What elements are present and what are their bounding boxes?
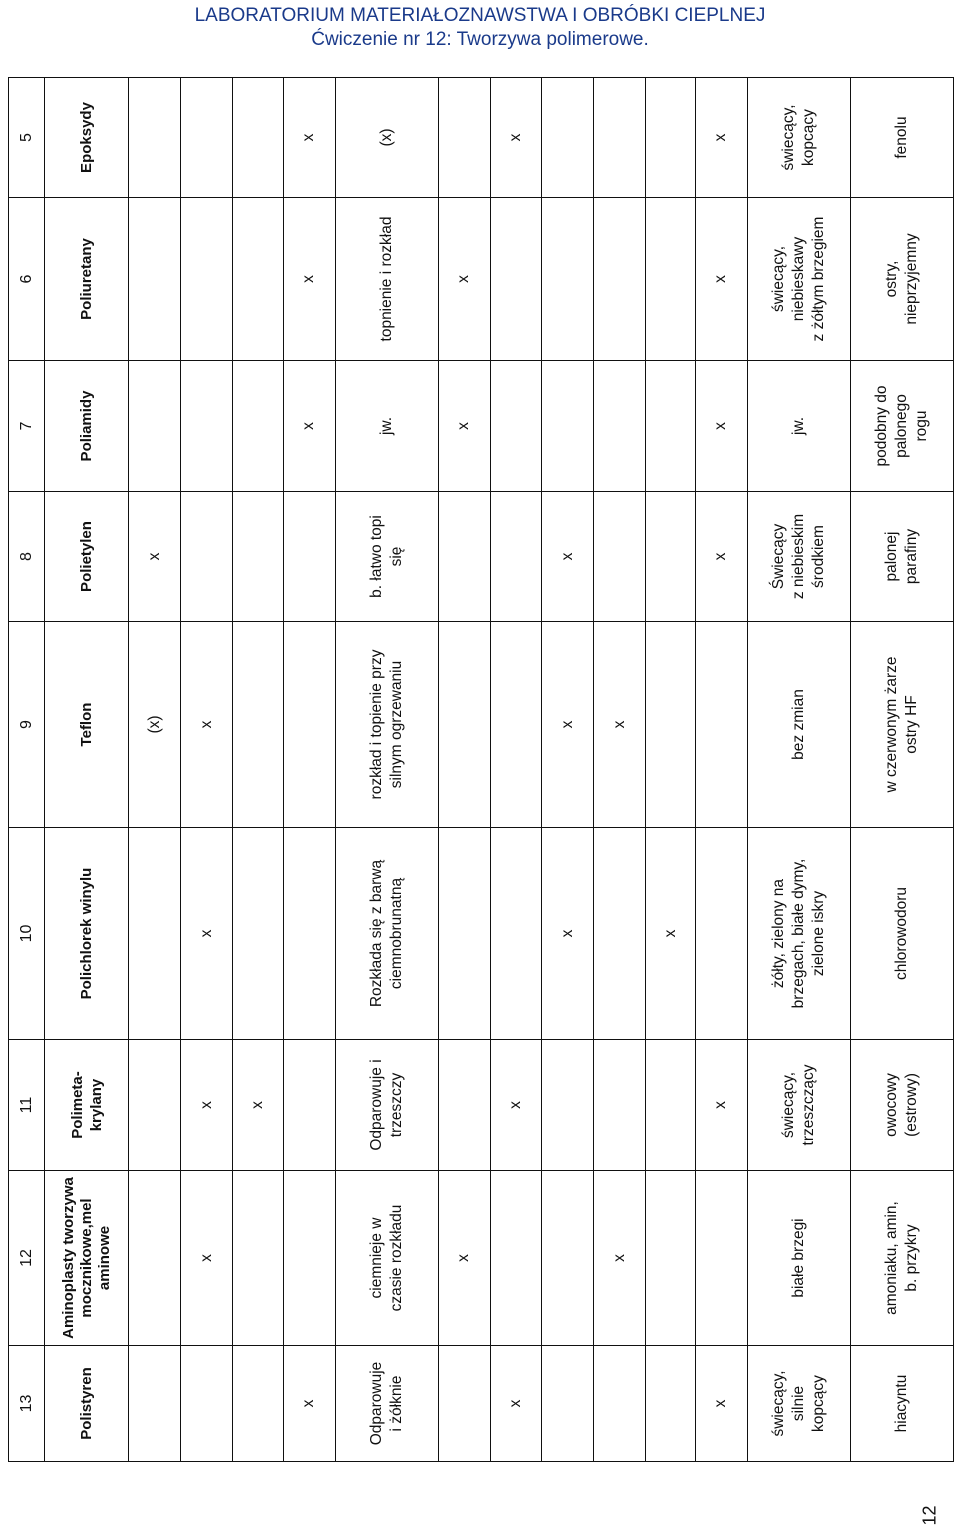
cell-text: x (197, 1101, 215, 1109)
cell-text: b. łatwo topi się (367, 515, 405, 598)
table-cell (594, 1346, 646, 1462)
table-cell (491, 1171, 542, 1346)
polymer-name: Aminoplasty tworzywa mocznikowe,mel aminowe (45, 1171, 129, 1346)
cell-text: x (558, 929, 576, 938)
cell-text: x (712, 422, 730, 430)
cell-text: żółty, zielony na brzegach, białe dymy, zielone iskry (769, 858, 827, 1009)
table-cell (850, 622, 953, 828)
table-cell (181, 828, 233, 1040)
table-cell (542, 361, 594, 492)
table-cell (850, 1171, 953, 1346)
cell-text: x (197, 1254, 215, 1262)
table-cell (696, 622, 747, 828)
table-cell (283, 492, 335, 622)
column-number: 5 (9, 78, 45, 198)
table-cell (129, 1346, 181, 1462)
table-cell (129, 1171, 181, 1346)
table-cell (335, 1171, 438, 1346)
table-cell (233, 622, 283, 828)
rotated-table-container (8, 78, 954, 1462)
cell-text: x (712, 275, 730, 283)
table-cell (438, 1346, 490, 1462)
table-cell (747, 492, 850, 622)
table-cell (335, 828, 438, 1040)
cell-text: x (712, 1101, 730, 1109)
cell-text: x (712, 552, 730, 561)
table-cell (646, 1346, 696, 1462)
table-cell (233, 1040, 283, 1171)
table-cell (335, 361, 438, 492)
table-cell (283, 622, 335, 828)
cell-text: bez zmian (789, 689, 807, 760)
table-cell (696, 828, 747, 1040)
cell-text: x (712, 133, 730, 142)
table-cell (283, 198, 335, 361)
table-cell (491, 622, 542, 828)
cell-text: x (300, 133, 318, 142)
cell-text: palonej parafiny (882, 528, 920, 585)
table-cell (438, 828, 490, 1040)
table-cell (491, 1346, 542, 1462)
cell-text: białe brzegi (789, 1218, 807, 1298)
polymer-properties-table (8, 77, 954, 1462)
table-cell (335, 492, 438, 622)
table-cell (233, 361, 283, 492)
table-cell (542, 1171, 594, 1346)
page-number: 12 (919, 1505, 940, 1526)
cell-text: x (610, 1254, 628, 1262)
table-cell (594, 1171, 646, 1346)
table-cell (747, 1346, 850, 1462)
table-cell (438, 1040, 490, 1171)
cell-text: świecący, niebieskawy z żółtym brzegiem (769, 216, 827, 342)
cell-text: Odparowuje i żółknie (367, 1361, 405, 1446)
header-exercise-title: Ćwiczenie nr 12: Tworzywa polimerowe. (311, 29, 649, 50)
table-cell (491, 78, 542, 198)
cell-text: w czerwonym żarze ostry HF (882, 656, 920, 793)
table-cell (594, 198, 646, 361)
cell-text: Rozkłada się z barwą ciemnobrunatną (367, 859, 405, 1008)
table-cell (542, 78, 594, 198)
table-cell (233, 1171, 283, 1346)
column-number: 13 (9, 1346, 45, 1462)
table-cell (491, 828, 542, 1040)
table-cell (335, 622, 438, 828)
table-row (747, 78, 850, 1462)
column-number: 12 (9, 1171, 45, 1346)
cell-text: ostry, nieprzyjemny (882, 233, 920, 325)
table-cell (438, 492, 490, 622)
cell-text: jw. (377, 416, 395, 436)
table-cell (181, 1171, 233, 1346)
table-row (491, 78, 542, 1462)
cell-text: Świecący z niebieskim środkiem (769, 513, 827, 600)
table-cell (594, 622, 646, 828)
table-cell (696, 361, 747, 492)
polymer-name: Polistyren (45, 1346, 129, 1462)
table-cell (646, 361, 696, 492)
table-row-numbers (9, 78, 45, 1462)
table-cell (129, 361, 181, 492)
table-cell (542, 828, 594, 1040)
cell-text: x (507, 1399, 525, 1408)
table-cell (438, 361, 490, 492)
table-cell (696, 78, 747, 198)
cell-text: Odparowuje i trzeszczy (367, 1059, 405, 1151)
table-cell (747, 361, 850, 492)
table-cell (850, 361, 953, 492)
cell-text: topnienie i rozkład (377, 216, 395, 342)
cell-text: (x) (377, 128, 395, 147)
table-cell (850, 78, 953, 198)
cell-text: x (249, 1101, 267, 1109)
column-number: 10 (9, 828, 45, 1040)
table-cell (646, 78, 696, 198)
table-cell (542, 1040, 594, 1171)
table-body (129, 78, 954, 1462)
cell-text: ciemnieje w czasie rozkładu (367, 1204, 405, 1312)
cell-text: x (300, 422, 318, 430)
cell-text: x (455, 1254, 473, 1262)
table-cell (646, 1171, 696, 1346)
table-cell (542, 198, 594, 361)
table-cell (646, 492, 696, 622)
table-cell (747, 622, 850, 828)
table-cell (181, 1346, 233, 1462)
cell-text: x (558, 552, 576, 561)
table-cell (542, 1346, 594, 1462)
table-cell (438, 78, 490, 198)
cell-text: świecący, kopcący (779, 104, 817, 171)
table-cell (491, 198, 542, 361)
table-cell (747, 1040, 850, 1171)
table-row (129, 78, 181, 1462)
table-row (542, 78, 594, 1462)
table-cell (696, 492, 747, 622)
cell-text: fenolu (892, 116, 910, 159)
table-cell (181, 78, 233, 198)
table-cell (438, 198, 490, 361)
cell-text: hiacyntu (892, 1374, 910, 1433)
table-cell (233, 78, 283, 198)
table-cell (438, 622, 490, 828)
table-row-names (45, 78, 129, 1462)
table-cell (335, 1040, 438, 1171)
table-row (594, 78, 646, 1462)
cell-text: owocowy (estrowy) (882, 1073, 920, 1137)
column-number: 8 (9, 492, 45, 622)
table-cell (747, 1171, 850, 1346)
table-row (335, 78, 438, 1462)
polymer-name: Poliamidy (45, 361, 129, 492)
table-cell (646, 622, 696, 828)
table-cell (850, 828, 953, 1040)
table-row (850, 78, 953, 1462)
cell-text: x (197, 720, 215, 729)
cell-text: x (610, 720, 628, 729)
table-cell (283, 1346, 335, 1462)
table-cell (850, 1346, 953, 1462)
table-cell (594, 361, 646, 492)
table-cell (646, 828, 696, 1040)
table-cell (181, 1040, 233, 1171)
page-header (0, 4, 960, 52)
table-cell (283, 361, 335, 492)
table-cell (181, 622, 233, 828)
polymer-name: Epoksydy (45, 78, 129, 198)
column-number: 7 (9, 361, 45, 492)
table-row (646, 78, 696, 1462)
table-cell (181, 492, 233, 622)
cell-text: chlorowodoru (892, 886, 910, 981)
column-number: 6 (9, 198, 45, 361)
table-row (233, 78, 283, 1462)
table-cell (283, 828, 335, 1040)
polymer-name: Polietylen (45, 492, 129, 622)
cell-text: x (300, 1399, 318, 1408)
cell-text: świecący, trzeszczący (779, 1064, 817, 1146)
table-cell (594, 828, 646, 1040)
table-cell (594, 492, 646, 622)
table-cell (747, 828, 850, 1040)
table-cell (646, 198, 696, 361)
table-row (283, 78, 335, 1462)
table-cell (283, 78, 335, 198)
polymer-name: Poliuretany (45, 198, 129, 361)
table-cell (696, 1040, 747, 1171)
table-cell (233, 198, 283, 361)
table-cell (129, 492, 181, 622)
table-cell (850, 198, 953, 361)
table-cell (335, 78, 438, 198)
table-cell (181, 198, 233, 361)
table-cell (594, 1040, 646, 1171)
table-cell (646, 1040, 696, 1171)
table-cell (438, 1171, 490, 1346)
table-cell (129, 828, 181, 1040)
table-cell (594, 78, 646, 198)
table-cell (129, 622, 181, 828)
table-cell (233, 828, 283, 1040)
cell-text: x (197, 929, 215, 938)
table-row (696, 78, 747, 1462)
table-cell (747, 198, 850, 361)
cell-text: x (558, 720, 576, 729)
cell-text: x (507, 133, 525, 142)
column-number: 11 (9, 1040, 45, 1171)
table-cell (335, 1346, 438, 1462)
cell-text: x (300, 275, 318, 283)
cell-text: x (145, 552, 163, 561)
table-cell (181, 361, 233, 492)
cell-text: (x) (145, 715, 163, 734)
table-cell (696, 1346, 747, 1462)
cell-text: x (455, 422, 473, 430)
table-cell (747, 78, 850, 198)
table-cell (283, 1040, 335, 1171)
table-cell (129, 198, 181, 361)
cell-text: świecący, silnie kopcący (769, 1370, 827, 1437)
column-number: 9 (9, 622, 45, 828)
polymer-name: Polichlorek winylu (45, 828, 129, 1040)
cell-text: jw. (789, 416, 807, 436)
table-wrapper (8, 78, 954, 1462)
header-lab-title: LABORATORIUM MATERIAŁOZNAWSTWA I OBRÓBKI CIEPLNEJ (194, 5, 766, 26)
table-cell (129, 78, 181, 198)
table-cell (233, 1346, 283, 1462)
table-cell (696, 1171, 747, 1346)
polymer-name: Polimeta- krylany (45, 1040, 129, 1171)
cell-text: podobny do palonego rogu (872, 385, 930, 467)
cell-text: x (712, 1399, 730, 1408)
cell-text: amoniaku, amin, b. przykry (882, 1201, 920, 1315)
table-row (181, 78, 233, 1462)
table-cell (491, 1040, 542, 1171)
table-row (438, 78, 490, 1462)
table-cell (542, 622, 594, 828)
table-cell (542, 492, 594, 622)
table-cell (850, 1040, 953, 1171)
cell-text: rozkład i topienie przy silnym ogrzewaniu (367, 649, 405, 800)
cell-text: x (661, 929, 679, 938)
table-cell (491, 492, 542, 622)
polymer-name: Teflon (45, 622, 129, 828)
table-cell (335, 198, 438, 361)
table-cell (233, 492, 283, 622)
cell-text: x (455, 275, 473, 283)
cell-text: x (507, 1101, 525, 1109)
table-cell (283, 1171, 335, 1346)
table-cell (129, 1040, 181, 1171)
table-cell (491, 361, 542, 492)
table-cell (850, 492, 953, 622)
table-cell (696, 198, 747, 361)
